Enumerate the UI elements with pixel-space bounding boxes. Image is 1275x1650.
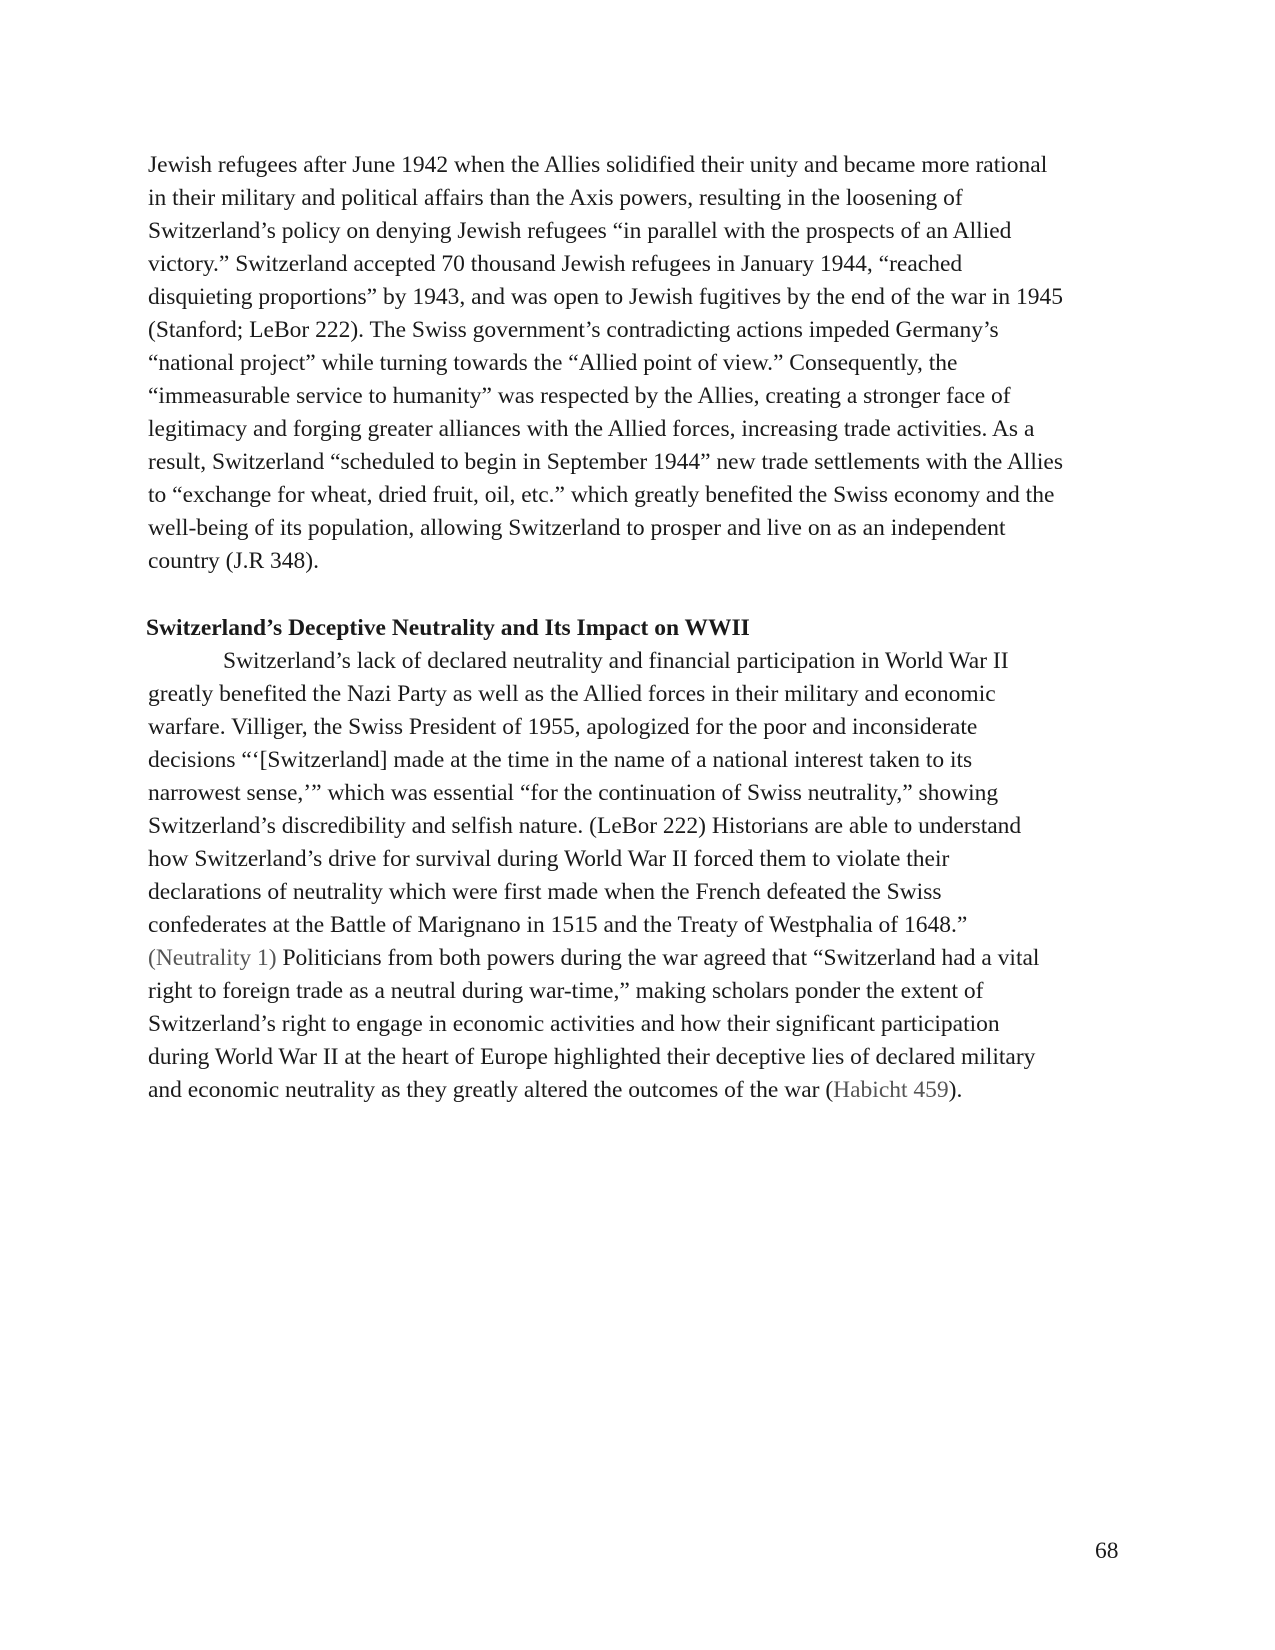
citation: (Neutrality 1) bbox=[148, 945, 277, 971]
text-run: ). bbox=[948, 1077, 963, 1103]
citation: Habicht 459 bbox=[833, 1077, 949, 1103]
text-line: legitimacy and forging greater alliances with the Allied forces, increasing trade activities. As a bbox=[148, 416, 1035, 442]
text-line bbox=[148, 942, 1128, 975]
text-line: warfare. Villiger, the Swiss President of 1955, apologized for the poor and inconsiderate bbox=[148, 714, 978, 740]
text-line: right to foreign trade as a neutral during war-time,” making scholars ponder the extent of bbox=[148, 978, 984, 1004]
text-line: disquieting proportions” by 1943, and was open to Jewish fugitives by the end of the war in 1945 bbox=[148, 284, 1064, 310]
text-line: to “exchange for wheat, dried fruit, oil, etc.” which greatly benefited the Swiss economy and the bbox=[148, 482, 1055, 508]
text-line: narrowest sense,’” which was essential “for the continuation of Swiss neutrality,” showing bbox=[148, 780, 999, 806]
text-line: Switzerland’s right to engage in economic activities and how their significant participation bbox=[148, 1011, 1000, 1037]
text-run: and economic neutrality as they greatly altered the outcomes of the war ( bbox=[148, 1077, 834, 1103]
page-number: 68 bbox=[1095, 1538, 1119, 1564]
text-line: decisions “‘[Switzerland] made at the time in the name of a national interest taken to its bbox=[148, 747, 973, 773]
text-line: during World War II at the heart of Europe highlighted their deceptive lies of declared military bbox=[148, 1044, 1036, 1070]
text-line: “immeasurable service to humanity” was respected by the Allies, creating a stronger face of bbox=[148, 383, 1011, 409]
text-line: in their military and political affairs than the Axis powers, resulting in the loosening of bbox=[148, 185, 963, 211]
text-line: confederates at the Battle of Marignano in 1515 and the Treaty of Westphalia of 1648.” bbox=[148, 912, 968, 938]
text-line: greatly benefited the Nazi Party as well as the Allied forces in their military and economic bbox=[148, 681, 996, 707]
text-line: Switzerland’s policy on denying Jewish refugees “in parallel with the prospects of an Allied bbox=[148, 218, 1012, 244]
text-line: result, Switzerland “scheduled to begin in September 1944” new trade settlements with the Allies bbox=[148, 449, 1063, 475]
text-line bbox=[148, 1074, 1128, 1107]
paragraph-1 bbox=[148, 149, 1128, 578]
text-line: declarations of neutrality which were first made when the French defeated the Swiss bbox=[148, 879, 942, 905]
text-line: Switzerland’s discredibility and selfish nature. (LeBor 222) Historians are able to understand bbox=[148, 813, 1022, 839]
paragraph-2 bbox=[148, 645, 1128, 1107]
text-line: Jewish refugees after June 1942 when the Allies solidified their unity and became more rational bbox=[148, 152, 1048, 178]
text-line: Switzerland’s lack of declared neutrality and financial participation in World War II bbox=[223, 648, 1009, 674]
text-line: (Stanford; LeBor 222). The Swiss government’s contradicting actions impeded Germany’s bbox=[148, 317, 999, 343]
text-line: how Switzerland’s drive for survival during World War II forced them to violate their bbox=[148, 846, 950, 872]
text-run: Politicians from both powers during the war agreed that “Switzerland had a vital bbox=[276, 945, 1040, 971]
section-heading: Switzerland’s Deceptive Neutrality and Its Impact on WWII bbox=[146, 615, 750, 641]
text-line: country (J.R 348). bbox=[148, 548, 320, 574]
text-line: well-being of its population, allowing Switzerland to prosper and live on as an independent bbox=[148, 515, 1006, 541]
text-line: victory.” Switzerland accepted 70 thousand Jewish refugees in January 1944, “reached bbox=[148, 251, 963, 277]
text-line: “national project” while turning towards the “Allied point of view.” Consequently, the bbox=[148, 350, 958, 376]
